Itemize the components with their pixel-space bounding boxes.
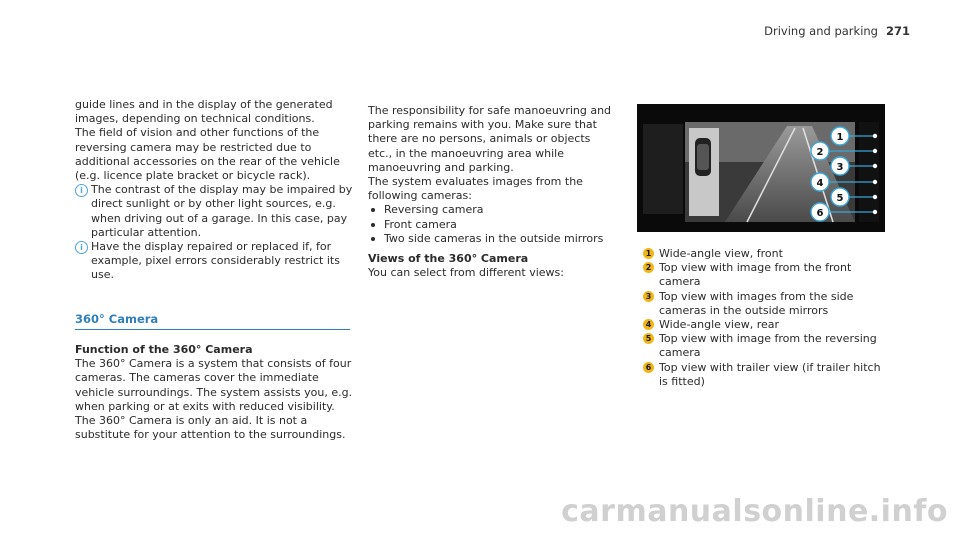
callout-label: 3	[836, 162, 844, 173]
legend-item	[643, 247, 888, 261]
note-text: The contrast of the display may be impaired by direct sunlight or by other light sources, e.g. when driving out of a garage. In this case, pay particular attention.	[91, 183, 353, 239]
note	[75, 240, 353, 283]
number-badge: 4	[643, 319, 654, 330]
column-1	[75, 98, 353, 283]
info-icon: i	[75, 184, 88, 197]
note	[75, 183, 353, 240]
number-badge: 6	[643, 362, 654, 373]
subheading: Views of the 360° Camera	[368, 252, 529, 266]
legend-text: Top view with image from the front camera	[659, 261, 852, 289]
callout-label: 5	[836, 193, 844, 204]
paragraph: The responsibility for safe manoeuvring and parking remains with you. Make sure that there are no persons, animals or objects etc., in the manoeuvring area while manoeuvring and parking.	[368, 104, 612, 174]
callout-label: 4	[816, 178, 824, 189]
camera-display-figure	[637, 104, 885, 232]
subheading: Function of the 360° Camera	[75, 343, 253, 356]
legend-item	[643, 361, 888, 389]
callout-label: 2	[816, 147, 824, 158]
info-icon: i	[75, 241, 88, 254]
number-badge: 5	[643, 333, 654, 344]
paragraph: You can select from different views:	[368, 266, 564, 280]
header-section: Driving and parking	[764, 24, 878, 38]
number-badge: 2	[643, 262, 654, 273]
paragraph: The 360° Camera is only an aid. It is not a substitute for your attention to the surroundings.	[75, 414, 346, 442]
callout-label: 1	[836, 132, 844, 143]
list-item: Two side cameras in the outside mirrors	[368, 232, 613, 246]
camera-display-illustration	[637, 104, 885, 232]
legend-text: Wide-angle view, rear	[659, 318, 780, 332]
legend-item	[643, 318, 888, 332]
legend-text: Wide-angle view, front	[659, 247, 783, 260]
section-title: 360° Camera	[75, 312, 159, 326]
legend-text: Top view with images from the side cameras in the outside mirrors	[659, 289, 854, 317]
running-header	[764, 24, 910, 38]
paragraph: The field of vision and other functions of the reversing camera may be restricted due to additional accessories on the rear of the vehicle (e.g. licence plate bracket or bicycle rack).	[75, 126, 340, 183]
list-item: Reversing camera	[368, 203, 613, 217]
legend-text: Top view with trailer view (if trailer hitch is fitted)	[659, 360, 881, 388]
legend-item	[643, 332, 888, 360]
legend-item	[643, 261, 888, 289]
column-1-lower	[75, 343, 353, 442]
number-badge: 1	[643, 248, 654, 259]
column-2	[368, 104, 613, 280]
list-item: Front camera	[368, 218, 613, 232]
note-text: Have the display repaired or replaced if, for example, pixel errors considerably restrict its use.	[91, 240, 340, 282]
number-badge: 3	[643, 291, 654, 302]
legend-text: Top view with image from the reversing camera	[659, 332, 877, 360]
page-number: 271	[885, 24, 910, 38]
paragraph: guide lines and in the display of the generated images, depending on technical conditions.	[75, 98, 333, 126]
watermark: carmanualsonline.info	[561, 494, 948, 529]
callout-label: 6	[816, 208, 824, 219]
paragraph: The 360° Camera is a system that consists of four cameras. The cameras cover the immediate vehicle surroundings. The system assists you, e.g. when parking or at exits with reduced visibility.	[75, 357, 353, 413]
legend-item	[643, 290, 888, 318]
figure-legend	[643, 247, 888, 389]
paragraph: The system evaluates images from the following cameras:	[368, 175, 583, 203]
section-divider	[75, 329, 350, 330]
